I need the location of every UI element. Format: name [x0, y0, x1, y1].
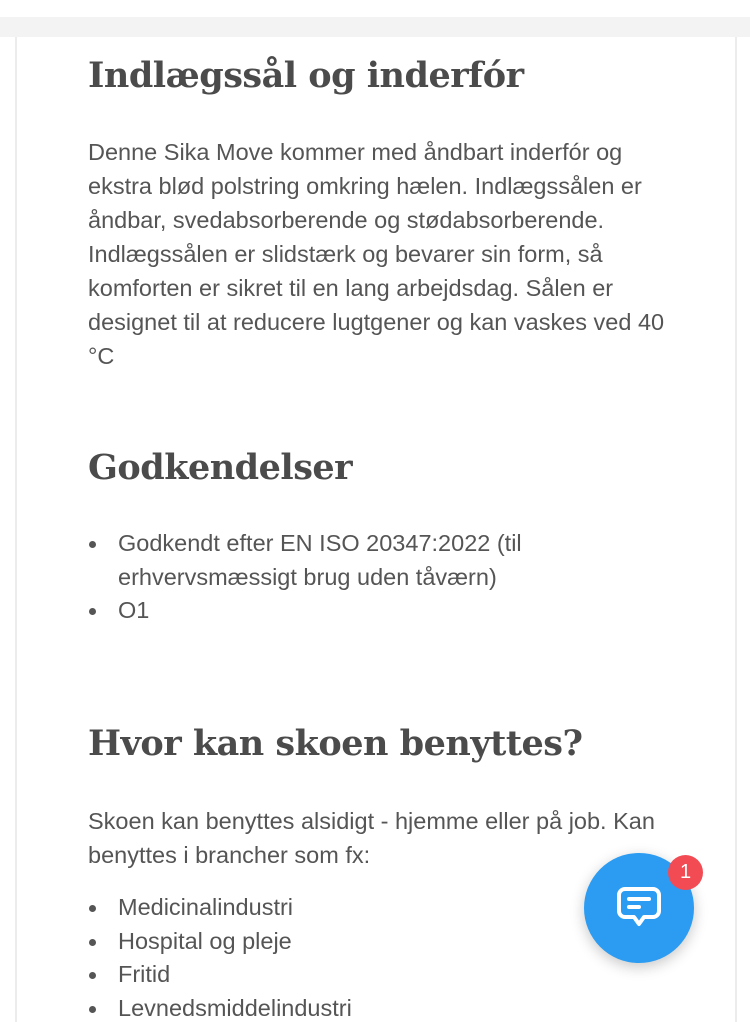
- notification-badge: 1: [668, 855, 703, 890]
- list-item: Hospital og pleje: [88, 925, 678, 959]
- list-item: Fritid: [88, 958, 678, 992]
- list-item: Levnedsmiddelindustri: [88, 992, 678, 1022]
- page-background-band: [0, 17, 750, 37]
- list-item: O1: [88, 594, 678, 628]
- section-heading-insole: Indlægssål og inderfór: [88, 55, 524, 96]
- list-item: Medicinalindustri: [88, 891, 678, 925]
- section-paragraph-usage: Skoen kan benyttes alsidigt - hjemme eller på job. Kan benyttes i brancher som fx:: [88, 808, 655, 868]
- section-paragraph-insole: Denne Sika Move kommer med åndbart inderfór og ekstra blød polstring omkring hælen. Indlægssålen er åndbar, svedabsorberende og stødabsorberende. Indlægssålen er slidstærk og bevarer sin form, så komforten er sikret til en lang arbejdsdag. Sålen er designet til at reducere lugtgener og kan vaskes ved 40 °C: [88, 139, 665, 369]
- section-heading-usage: Hvor kan skoen benyttes?: [88, 723, 583, 764]
- section-heading-approvals: Godkendelser: [88, 447, 353, 488]
- top-spacer: [0, 0, 750, 17]
- chat-bubble-icon: [613, 880, 665, 937]
- approvals-list: [88, 527, 678, 628]
- list-item: Godkendt efter EN ISO 20347:2022 (til erhvervsmæssigt brug uden tåværn): [88, 527, 678, 594]
